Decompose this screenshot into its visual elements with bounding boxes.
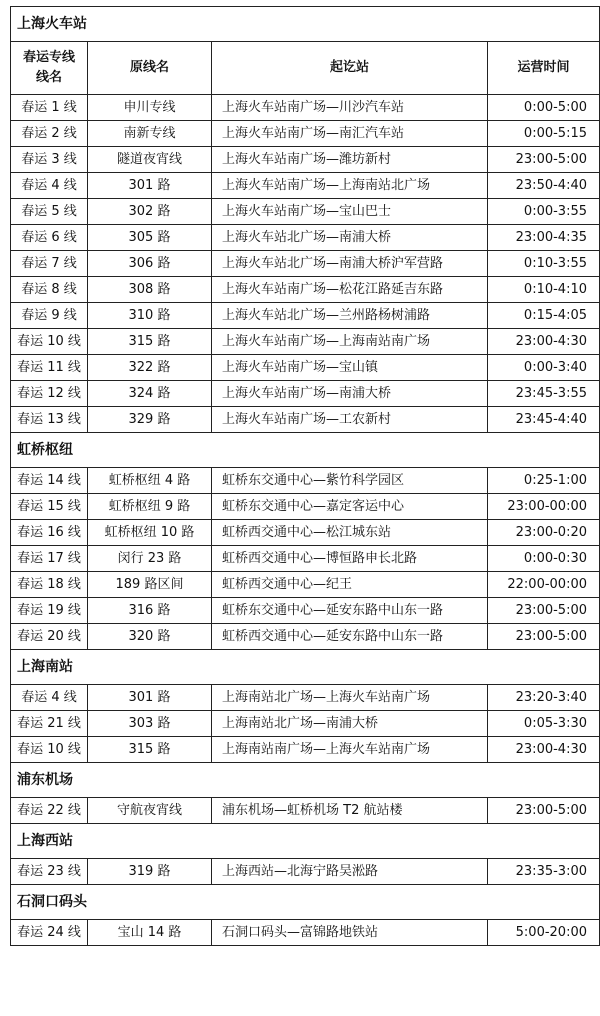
line-name-cell: 春运 10 线 <box>11 737 88 763</box>
line-name-cell: 春运 6 线 <box>11 225 88 251</box>
line-name-cell: 春运 1 线 <box>11 95 88 121</box>
route-cell: 上海火车站南广场—工农新村 <box>212 407 488 433</box>
column-header-row <box>11 42 600 95</box>
original-name-cell: 隧道夜宵线 <box>88 147 212 173</box>
route-cell: 虹桥西交通中心—松江城东站 <box>212 520 488 546</box>
route-cell: 上海南站北广场—上海火车站南广场 <box>212 685 488 711</box>
original-name-cell: 虹桥枢纽 4 路 <box>88 468 212 494</box>
original-name-cell: 316 路 <box>88 598 212 624</box>
table-row <box>11 468 600 494</box>
section-header <box>11 763 600 798</box>
route-cell: 虹桥西交通中心—博恒路申长北路 <box>212 546 488 572</box>
hours-cell: 23:00-5:00 <box>488 798 600 824</box>
line-name-cell: 春运 5 线 <box>11 199 88 225</box>
route-cell: 上海火车站南广场—潍坊新村 <box>212 147 488 173</box>
line-name-cell: 春运 10 线 <box>11 329 88 355</box>
hours-cell: 23:00-4:35 <box>488 225 600 251</box>
route-cell: 虹桥西交通中心—纪王 <box>212 572 488 598</box>
original-name-cell: 306 路 <box>88 251 212 277</box>
original-name-cell: 303 路 <box>88 711 212 737</box>
hours-cell: 0:00-5:15 <box>488 121 600 147</box>
hours-cell: 23:50-4:40 <box>488 173 600 199</box>
table-row <box>11 303 600 329</box>
column-header-route: 起讫站 <box>212 42 488 95</box>
hours-cell: 0:10-4:10 <box>488 277 600 303</box>
hours-cell: 23:20-3:40 <box>488 685 600 711</box>
route-cell: 虹桥东交通中心—延安东路中山东一路 <box>212 598 488 624</box>
route-cell: 上海火车站北广场—南浦大桥沪军营路 <box>212 251 488 277</box>
route-cell: 浦东机场—虹桥机场 T2 航站楼 <box>212 798 488 824</box>
hours-cell: 23:45-3:55 <box>488 381 600 407</box>
route-cell: 上海西站—北海宁路吴淞路 <box>212 859 488 885</box>
table-row <box>11 598 600 624</box>
section-title: 上海西站 <box>11 824 600 859</box>
table-row <box>11 494 600 520</box>
original-name-cell: 守航夜宵线 <box>88 798 212 824</box>
route-cell: 上海火车站南广场—川沙汽车站 <box>212 95 488 121</box>
column-header-original-name: 原线名 <box>88 42 212 95</box>
original-name-cell: 301 路 <box>88 685 212 711</box>
hours-cell: 23:00-5:00 <box>488 147 600 173</box>
table-row <box>11 798 600 824</box>
hours-cell: 0:00-0:30 <box>488 546 600 572</box>
line-name-cell: 春运 16 线 <box>11 520 88 546</box>
table-row <box>11 859 600 885</box>
route-cell: 虹桥西交通中心—延安东路中山东一路 <box>212 624 488 650</box>
table-row <box>11 737 600 763</box>
hours-cell: 23:00-00:00 <box>488 494 600 520</box>
table-row <box>11 920 600 946</box>
table-row <box>11 381 600 407</box>
table-row <box>11 572 600 598</box>
line-name-cell: 春运 8 线 <box>11 277 88 303</box>
table-row <box>11 121 600 147</box>
line-name-cell: 春运 21 线 <box>11 711 88 737</box>
original-name-cell: 301 路 <box>88 173 212 199</box>
original-name-cell: 虹桥枢纽 9 路 <box>88 494 212 520</box>
hours-cell: 0:00-3:40 <box>488 355 600 381</box>
line-name-cell: 春运 17 线 <box>11 546 88 572</box>
section-title: 上海火车站 <box>11 7 600 42</box>
hours-cell: 5:00-20:00 <box>488 920 600 946</box>
hours-cell: 22:00-00:00 <box>488 572 600 598</box>
original-name-cell: 320 路 <box>88 624 212 650</box>
section-header <box>11 7 600 42</box>
table-row <box>11 520 600 546</box>
line-name-cell: 春运 11 线 <box>11 355 88 381</box>
schedule-table <box>10 6 600 946</box>
hours-cell: 23:00-5:00 <box>488 598 600 624</box>
hours-cell: 0:25-1:00 <box>488 468 600 494</box>
table-row <box>11 329 600 355</box>
original-name-cell: 申川专线 <box>88 95 212 121</box>
table-row <box>11 546 600 572</box>
hours-cell: 23:00-0:20 <box>488 520 600 546</box>
original-name-cell: 315 路 <box>88 737 212 763</box>
table-row <box>11 277 600 303</box>
hours-cell: 23:45-4:40 <box>488 407 600 433</box>
line-name-cell: 春运 19 线 <box>11 598 88 624</box>
original-name-cell: 324 路 <box>88 381 212 407</box>
hours-cell: 0:15-4:05 <box>488 303 600 329</box>
route-cell: 上海火车站南广场—宝山巴士 <box>212 199 488 225</box>
hours-cell: 23:00-4:30 <box>488 737 600 763</box>
route-cell: 上海火车站南广场—宝山镇 <box>212 355 488 381</box>
line-name-cell: 春运 4 线 <box>11 173 88 199</box>
line-name-cell: 春运 22 线 <box>11 798 88 824</box>
original-name-cell: 322 路 <box>88 355 212 381</box>
table-row <box>11 711 600 737</box>
line-name-cell: 春运 24 线 <box>11 920 88 946</box>
table-row <box>11 147 600 173</box>
section-title: 虹桥枢纽 <box>11 433 600 468</box>
section-header <box>11 650 600 685</box>
hours-cell: 23:35-3:00 <box>488 859 600 885</box>
line-name-cell: 春运 18 线 <box>11 572 88 598</box>
line-name-cell: 春运 13 线 <box>11 407 88 433</box>
original-name-cell: 315 路 <box>88 329 212 355</box>
original-name-cell: 310 路 <box>88 303 212 329</box>
section-title: 石洞口码头 <box>11 885 600 920</box>
route-cell: 上海火车站南广场—南汇汽车站 <box>212 121 488 147</box>
hours-cell: 0:05-3:30 <box>488 711 600 737</box>
table-row <box>11 225 600 251</box>
section-header <box>11 885 600 920</box>
line-name-cell: 春运 9 线 <box>11 303 88 329</box>
original-name-cell: 319 路 <box>88 859 212 885</box>
hours-cell: 23:00-4:30 <box>488 329 600 355</box>
original-name-cell: 308 路 <box>88 277 212 303</box>
table-row <box>11 685 600 711</box>
table-row <box>11 251 600 277</box>
table-row <box>11 407 600 433</box>
original-name-cell: 虹桥枢纽 10 路 <box>88 520 212 546</box>
route-cell: 上海南站南广场—上海火车站南广场 <box>212 737 488 763</box>
line-name-cell: 春运 23 线 <box>11 859 88 885</box>
original-name-cell: 329 路 <box>88 407 212 433</box>
line-name-cell: 春运 3 线 <box>11 147 88 173</box>
line-name-cell: 春运 12 线 <box>11 381 88 407</box>
section-header <box>11 824 600 859</box>
line-name-cell: 春运 4 线 <box>11 685 88 711</box>
schedule-body <box>11 7 600 946</box>
table-row <box>11 199 600 225</box>
route-cell: 上海火车站南广场—南浦大桥 <box>212 381 488 407</box>
route-cell: 上海火车站南广场—松花江路延吉东路 <box>212 277 488 303</box>
hours-cell: 0:00-5:00 <box>488 95 600 121</box>
route-cell: 上海火车站南广场—上海南站北广场 <box>212 173 488 199</box>
hours-cell: 23:00-5:00 <box>488 624 600 650</box>
line-name-cell: 春运 7 线 <box>11 251 88 277</box>
original-name-cell: 189 路区间 <box>88 572 212 598</box>
column-header-line-name: 春运专线 线名 <box>11 42 88 95</box>
table-row <box>11 355 600 381</box>
route-cell: 虹桥东交通中心—紫竹科学园区 <box>212 468 488 494</box>
route-cell: 上海南站北广场—南浦大桥 <box>212 711 488 737</box>
table-row <box>11 173 600 199</box>
section-header <box>11 433 600 468</box>
line-name-cell: 春运 14 线 <box>11 468 88 494</box>
line-name-cell: 春运 15 线 <box>11 494 88 520</box>
section-title: 浦东机场 <box>11 763 600 798</box>
hours-cell: 0:10-3:55 <box>488 251 600 277</box>
table-row <box>11 624 600 650</box>
line-name-cell: 春运 20 线 <box>11 624 88 650</box>
route-cell: 虹桥东交通中心—嘉定客运中心 <box>212 494 488 520</box>
line-name-cell: 春运 2 线 <box>11 121 88 147</box>
original-name-cell: 闵行 23 路 <box>88 546 212 572</box>
route-cell: 上海火车站北广场—南浦大桥 <box>212 225 488 251</box>
original-name-cell: 302 路 <box>88 199 212 225</box>
section-title: 上海南站 <box>11 650 600 685</box>
route-cell: 上海火车站北广场—兰州路杨树浦路 <box>212 303 488 329</box>
route-cell: 上海火车站南广场—上海南站南广场 <box>212 329 488 355</box>
original-name-cell: 宝山 14 路 <box>88 920 212 946</box>
original-name-cell: 305 路 <box>88 225 212 251</box>
original-name-cell: 南新专线 <box>88 121 212 147</box>
column-header-hours: 运营时间 <box>488 42 600 95</box>
table-row <box>11 95 600 121</box>
hours-cell: 0:00-3:55 <box>488 199 600 225</box>
route-cell: 石洞口码头—富锦路地铁站 <box>212 920 488 946</box>
